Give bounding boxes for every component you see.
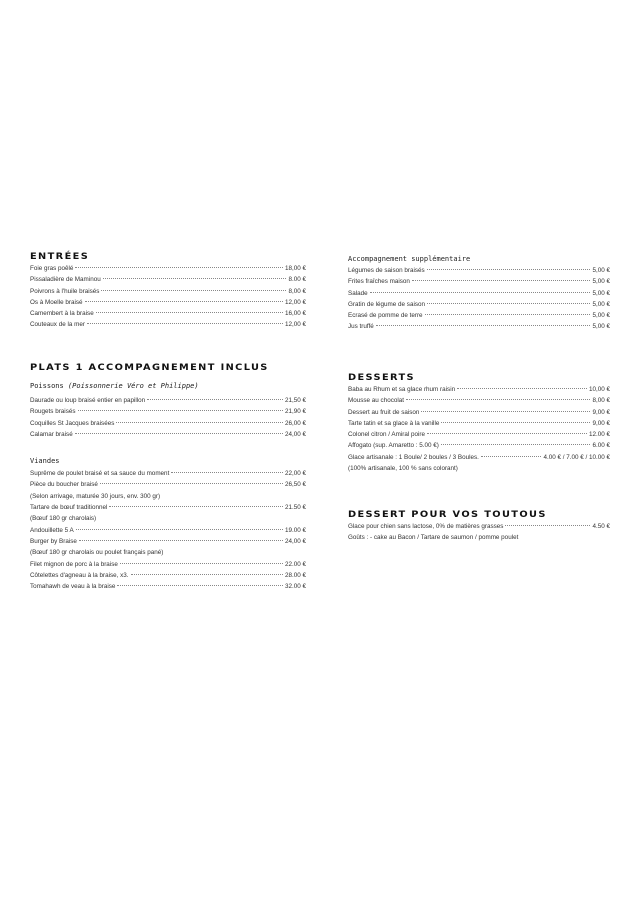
item-list <box>348 521 610 544</box>
section-title: Accompagnement supplémentaire <box>348 255 471 263</box>
item-name: Colonel citron / Amiral poire <box>348 431 425 439</box>
leader-dots <box>103 278 287 279</box>
subsection-title-poissons <box>30 380 306 393</box>
leader-dots <box>109 506 283 507</box>
item-note: (Bœuf 180 gr charolais ou poulet français pané) <box>30 549 164 557</box>
item-name: Glace pour chien sans lactose, 0% de matières grasses <box>348 523 504 530</box>
menu-item <box>30 570 306 581</box>
menu-item <box>348 418 610 429</box>
menu-item <box>30 308 306 319</box>
leader-dots <box>457 388 587 389</box>
item-name: Filet mignon de porc à la braise <box>30 560 118 568</box>
accompagnement-section <box>348 253 610 333</box>
section-title: DESSERTS <box>348 373 415 383</box>
leader-dots <box>85 301 283 302</box>
leader-dots <box>412 280 591 281</box>
leader-dots <box>79 540 283 541</box>
leader-dots <box>441 444 591 445</box>
menu-item <box>348 288 610 299</box>
item-price: 8,00 € <box>592 397 610 405</box>
item-price: 12,00 € <box>284 298 306 306</box>
item-price: 16,00 € <box>284 310 306 318</box>
leader-dots <box>171 472 283 473</box>
leader-dots <box>406 399 590 400</box>
item-price: 5,00 € <box>592 300 610 308</box>
menu-item <box>348 452 610 463</box>
section-title: PLATS 1 ACCOMPAGNEMENT INCLUS <box>30 363 269 373</box>
item-price: 12,00 € <box>284 321 306 329</box>
section-title: DESSERT POUR VOS TOUTOUS <box>348 510 547 520</box>
item-name: Ecrasé de pomme de terre <box>348 312 423 320</box>
item-name: Jus truffé <box>348 323 374 331</box>
item-price: 18,00 € <box>284 265 306 272</box>
leader-dots <box>87 323 283 324</box>
item-name: Couteaux de la mer <box>30 321 85 329</box>
item-note: (Selon arrivage, maturée 30 jours, env. 300 gr) <box>30 492 161 500</box>
item-name: Burger by Braise <box>30 537 77 545</box>
item-note: Goûts : - cake au Bacon / Tartare de saumon / pomme poulet <box>348 534 519 542</box>
desserts-section <box>348 372 610 474</box>
item-price: 9,00 € <box>592 419 610 427</box>
menu-item <box>348 440 610 451</box>
item-list <box>348 384 610 474</box>
leader-dots <box>131 574 283 575</box>
leader-dots <box>75 267 283 268</box>
menu-item <box>348 384 610 395</box>
item-price: 9,00 € <box>592 408 610 416</box>
leader-dots <box>421 411 590 412</box>
item-name: Os à Moelle braisé <box>30 298 83 306</box>
item-price: 21,50 € <box>284 397 306 404</box>
item-name: Poivrons à l'huile braisés <box>30 287 100 295</box>
item-name: Côtelettes d'agneau à la braise, x3. <box>30 571 129 579</box>
item-price: 32.00 € <box>284 583 306 591</box>
item-note: (Bœuf 180 gr charolais) <box>30 515 97 523</box>
leader-dots <box>96 312 283 313</box>
item-price: 5,00 € <box>592 312 610 320</box>
item-name: Salade <box>348 289 368 297</box>
item-name: Calamar braisé <box>30 430 73 438</box>
leader-dots <box>78 410 283 411</box>
item-price: 26,00 € <box>284 419 306 427</box>
menu-item <box>30 525 306 536</box>
item-name: Andouillette 5 A <box>30 526 74 534</box>
leader-dots <box>441 422 590 423</box>
menu-item <box>30 406 306 417</box>
leader-dots <box>100 483 283 484</box>
leader-dots <box>76 529 283 530</box>
menu-item <box>30 429 306 440</box>
item-name: Dessert au fruit de saison <box>348 408 420 416</box>
item-price: 5,00 € <box>592 278 610 286</box>
item-price: 24,00 € <box>284 430 306 438</box>
section-title: ENTRÉES <box>30 252 90 262</box>
menu-item <box>30 418 306 429</box>
item-price: 24,00 € <box>284 537 306 545</box>
entrees-section <box>30 251 306 331</box>
leader-dots <box>425 314 591 315</box>
item-price: 22,00 € <box>284 470 306 478</box>
menu-item <box>30 581 306 592</box>
subsection-title-viandes: Viandes <box>30 457 60 466</box>
item-list <box>348 265 610 333</box>
item-name: Pièce du boucher braisé <box>30 481 98 489</box>
item-name: Rougets braisés <box>30 408 76 416</box>
item-name: Frites fraîches maison <box>348 278 410 286</box>
menu-item <box>30 502 306 513</box>
subsection-label: Poissons <box>30 382 64 390</box>
item-list <box>30 395 306 440</box>
item-name: Tomahawh de veau à la braise <box>30 583 116 591</box>
item-price: 28.00 € <box>284 571 306 579</box>
item-name: Glace artisanale : 1 Boule/ 2 boules / 3 Boules. <box>348 453 479 461</box>
toutous-section <box>348 509 610 544</box>
leader-dots <box>75 433 283 434</box>
item-name: Pissaladière de Maminou <box>30 276 101 284</box>
plats-section <box>30 362 306 592</box>
item-name: Gratin de légume de saison <box>348 300 426 308</box>
item-price: 19.00 € <box>284 526 306 534</box>
leader-dots <box>147 399 283 400</box>
leader-dots <box>120 563 283 564</box>
item-name: Mousse au chocolat <box>348 397 405 405</box>
leader-dots <box>117 585 283 586</box>
item-name: Baba au Rhum et sa glace rhum raisin <box>348 386 456 393</box>
item-price: 6.00 € <box>592 442 610 450</box>
menu-item <box>348 265 610 276</box>
menu-item <box>30 479 306 490</box>
menu-item <box>30 297 306 308</box>
item-price: 8.00 € <box>288 276 306 284</box>
item-name: Affogato (sup. Amaretto : 5.00 €) <box>348 442 439 450</box>
leader-dots <box>427 269 591 270</box>
leader-dots <box>370 292 591 293</box>
item-name: Camembert à la braise <box>30 310 94 318</box>
item-name: Daurade ou loup braisé entier en papillon <box>30 397 146 404</box>
menu-item <box>348 395 610 406</box>
menu-item <box>348 521 610 532</box>
menu-item <box>30 536 306 547</box>
item-price: 26,50 € <box>284 481 306 489</box>
leader-dots <box>116 422 283 423</box>
leader-dots <box>101 290 286 291</box>
item-price: 5,00 € <box>592 323 610 331</box>
menu-item <box>348 299 610 310</box>
item-price: 8,00 € <box>288 287 306 295</box>
item-name: Coquilles St Jacques braisées <box>30 419 115 427</box>
item-price: 12.00 € <box>588 431 610 439</box>
item-name: Foie gras poêlé <box>30 265 74 272</box>
menu-item <box>348 310 610 321</box>
item-price: 21.50 € <box>284 504 306 512</box>
item-price: 22.00 € <box>284 560 306 568</box>
leader-dots <box>427 433 587 434</box>
menu-item <box>30 286 306 297</box>
leader-dots <box>376 325 591 326</box>
item-name: Tartare de bœuf traditionnel <box>30 504 108 512</box>
item-name: Tarte tatin et sa glace à la vanille <box>348 419 440 427</box>
leader-dots <box>481 456 542 457</box>
item-price: 21,90 € <box>284 408 306 416</box>
menu-item <box>348 276 610 287</box>
subsection-subtitle: (Poissonnerie Véro et Philippe) <box>67 382 199 390</box>
menu-item <box>30 263 306 274</box>
menu-item <box>348 429 610 440</box>
leader-dots <box>427 303 590 304</box>
menu-item <box>30 559 306 570</box>
menu-item <box>30 319 306 330</box>
item-price: 4.00 € / 7.00 € / 10.00 € <box>543 453 610 461</box>
menu-item <box>30 274 306 285</box>
item-name: Légumes de saison braisés <box>348 267 425 274</box>
item-note: (100% artisanale, 100 % sans colorant) <box>348 465 458 473</box>
item-list <box>30 468 306 592</box>
item-price: 5,00 € <box>592 289 610 297</box>
item-price: 5,00 € <box>592 267 610 274</box>
item-name: Suprême de poulet braisé et sa sauce du moment <box>30 470 170 478</box>
item-price: 4.50 € <box>592 523 610 530</box>
item-list <box>30 263 306 331</box>
menu-item <box>348 407 610 418</box>
leader-dots <box>505 525 590 526</box>
menu-item <box>30 395 306 406</box>
menu-item <box>348 321 610 332</box>
menu-item <box>30 468 306 479</box>
item-price: 10,00 € <box>588 386 610 393</box>
